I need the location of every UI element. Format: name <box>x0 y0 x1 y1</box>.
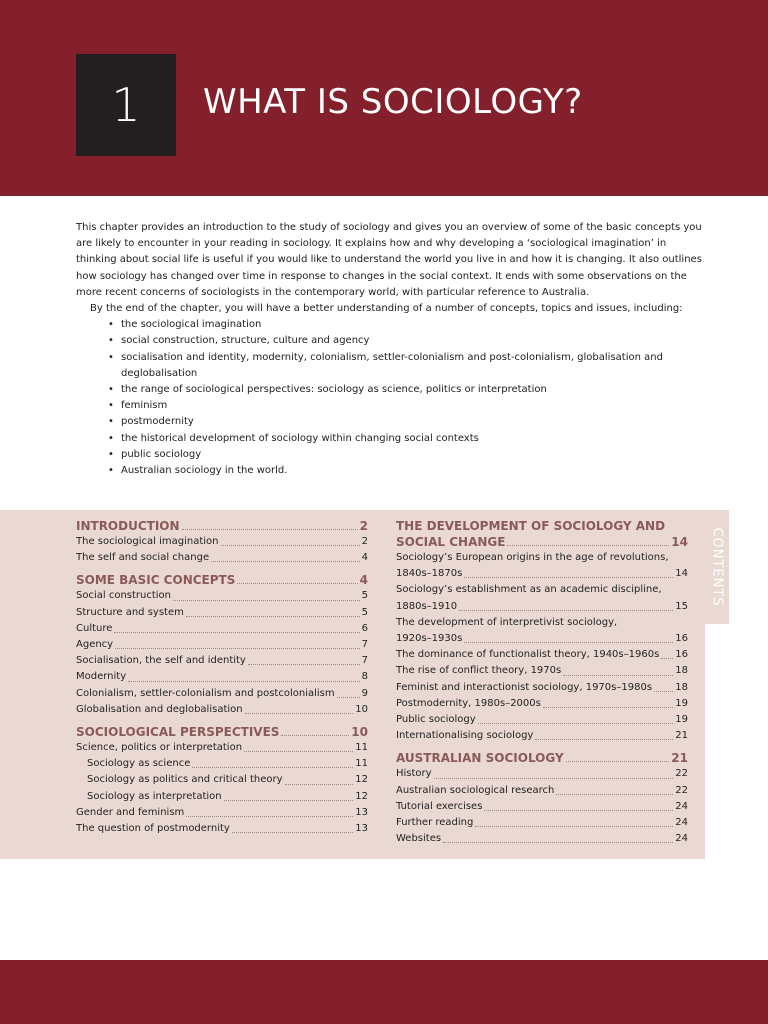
toc-entry-title: Socialisation, the self and identity <box>76 655 246 667</box>
toc-entry[interactable] <box>396 728 688 744</box>
toc-page-number: 16 <box>675 649 688 661</box>
list-item: • public sociology <box>121 447 704 463</box>
toc-entry[interactable] <box>396 815 688 831</box>
toc-entry[interactable] <box>396 783 688 799</box>
toc-entry[interactable] <box>76 588 368 604</box>
toc-entry[interactable] <box>76 550 368 566</box>
dot-leader <box>245 713 354 714</box>
toc-entry[interactable] <box>396 680 688 696</box>
dot-leader <box>248 664 360 665</box>
dot-leader <box>192 767 353 768</box>
dot-leader <box>464 577 673 578</box>
toc-entry[interactable] <box>76 805 368 821</box>
list-item: • Australian sociology in the world. <box>121 463 704 479</box>
toc-entry[interactable] <box>76 686 368 702</box>
toc-page-number: 12 <box>355 790 368 802</box>
toc-entry-title: INTRODUCTION <box>76 519 180 533</box>
dot-leader <box>654 691 673 692</box>
toc-multiline-items <box>396 550 688 647</box>
toc-entry[interactable] <box>396 799 688 815</box>
toc-page-number: 11 <box>355 758 368 770</box>
toc-entry-title: Colonialism, settler-colonialism and postcolonialism <box>76 687 335 699</box>
dot-leader <box>543 707 673 708</box>
dot-leader <box>563 675 673 676</box>
toc-entry-title: SOME BASIC CONCEPTS <box>76 573 236 588</box>
toc-entry-title: Internationalising sociology <box>396 730 534 742</box>
toc-entry-line <box>396 599 688 615</box>
dot-leader <box>221 545 360 546</box>
dot-leader <box>556 794 673 795</box>
dot-leader <box>244 751 353 752</box>
toc-entry-line <box>396 566 688 582</box>
toc-entry[interactable] <box>76 772 368 788</box>
toc-page-number: 19 <box>675 697 688 709</box>
dot-leader <box>114 632 359 633</box>
toc-section-heading[interactable] <box>76 518 368 534</box>
dot-leader <box>128 681 359 682</box>
toc-section-heading[interactable] <box>76 572 368 588</box>
toc-entry-title: The sociological imagination <box>76 536 219 547</box>
footer-band <box>0 960 768 1024</box>
toc-page-number: 13 <box>355 823 368 835</box>
toc-entry-title: Science, politics or interpretation <box>76 742 243 754</box>
dot-leader <box>535 739 673 740</box>
toc-page-number: 10 <box>355 703 368 715</box>
toc-page-number: 24 <box>675 817 688 829</box>
chapter-intro <box>76 220 704 479</box>
toc-entry[interactable] <box>396 712 688 728</box>
list-item: • the range of sociological perspectives: sociology as science, politics or interpretation <box>121 382 704 398</box>
dot-leader <box>464 642 673 643</box>
toc-entry-title: The rise of conflict theory, 1970s <box>396 665 562 677</box>
toc-page-number: 16 <box>675 633 688 645</box>
chapter-title: WHAT IS SOCIOLOGY? <box>203 82 583 122</box>
dot-leader <box>237 583 357 584</box>
dot-leader <box>661 658 673 659</box>
objectives-list <box>76 317 704 479</box>
list-item: • the historical development of sociology within changing social contexts <box>121 431 704 447</box>
intro-paragraph: This chapter provides an introduction to the study of sociology and gives you an overview of some of the basic concepts you are likely to encounter in your reading in sociology. It explains how and why developing a ‘sociological imagination’ in thinking about social life is useful if you would like to understand the world you live in and how it is changing. It also outlines how sociology has changed over time in response to changes in the social context. It ends with some observations on the more recent concerns of sociologists in the contemporary world, with particular reference to Australia. <box>76 222 702 298</box>
toc-entry-title: 1880s–1910 <box>396 600 458 612</box>
dot-leader <box>182 529 358 530</box>
toc-entry-title: Tutorial exercises <box>396 800 483 812</box>
dot-leader <box>186 816 353 817</box>
dot-leader <box>285 784 354 785</box>
list-item: • postmodernity <box>121 414 704 430</box>
contents-right-column <box>396 518 688 847</box>
toc-entry[interactable] <box>76 702 368 718</box>
toc-entry[interactable] <box>396 582 688 614</box>
toc-page-number: 18 <box>675 681 688 693</box>
dot-leader <box>443 842 673 843</box>
toc-page-number: 22 <box>675 768 688 780</box>
toc-entry-title: The dominance of functionalist theory, 1940s–1960s <box>396 649 660 661</box>
toc-page-number: 11 <box>355 742 368 754</box>
toc-page-number: 5 <box>361 590 368 602</box>
dot-leader <box>459 610 673 611</box>
toc-items <box>396 647 688 744</box>
toc-entry[interactable] <box>76 637 368 653</box>
toc-entry-title: Websites <box>396 833 442 845</box>
toc-entry-title: Sociology’s establishment as an academic discipline, <box>396 584 662 596</box>
toc-page-number: 15 <box>675 600 688 612</box>
toc-entry-title: Modernity <box>76 671 127 683</box>
toc-entry[interactable] <box>396 615 688 647</box>
list-item: • social construction, structure, culture and agency <box>121 333 704 349</box>
toc-entry-title: Sociology as science <box>87 758 191 770</box>
toc-entry[interactable] <box>396 663 688 679</box>
toc-entry-title: Feminist and interactionist sociology, 1970s–1980s <box>396 681 653 693</box>
toc-entry[interactable] <box>396 550 688 582</box>
toc-page-number: 8 <box>361 671 368 683</box>
toc-entry[interactable] <box>396 831 688 847</box>
toc-page-number: 14 <box>675 568 688 580</box>
toc-page-number: 9 <box>361 687 368 699</box>
toc-entry[interactable] <box>76 669 368 685</box>
toc-entry-title: Australian sociological research <box>396 784 555 796</box>
list-item: • socialisation and identity, modernity, colonialism, settler-colonialism and post-colonialism, globalisation and deglobalisation <box>121 350 704 382</box>
toc-entry-title: Structure and system <box>76 606 184 618</box>
toc-page-number: 2 <box>361 536 368 547</box>
toc-entry-title: The question of postmodernity <box>76 823 230 835</box>
dot-leader <box>434 778 674 779</box>
dot-leader <box>478 723 674 724</box>
chapter-number-box <box>76 54 176 156</box>
toc-entry-title: Social construction <box>76 590 172 602</box>
toc-entry[interactable] <box>76 621 368 637</box>
dot-leader <box>281 735 349 736</box>
dot-leader <box>115 648 360 649</box>
toc-entry[interactable] <box>76 653 368 669</box>
toc-page-number: 12 <box>355 774 368 786</box>
toc-entry-title: 1920s–1930s <box>396 633 463 645</box>
toc-entry[interactable] <box>396 647 688 663</box>
toc-entry-title: The development of interpretivist sociology, <box>396 616 618 628</box>
toc-entry-title: The self and social change <box>76 552 210 564</box>
toc-entry-title: Globalisation and deglobalisation <box>76 703 243 715</box>
toc-entry-line <box>396 631 688 647</box>
dot-leader <box>484 810 673 811</box>
dot-leader <box>224 800 354 801</box>
dot-leader <box>337 697 360 698</box>
toc-entry-title: History <box>396 768 432 780</box>
toc-page-number: 4 <box>359 573 368 588</box>
toc-entry-title: Sociology as interpretation <box>87 790 222 802</box>
toc-page-number: 7 <box>361 639 368 651</box>
toc-page-number: 18 <box>675 665 688 677</box>
intro-paragraph-objectives: By the end of the chapter, you will have a better understanding of a number of concepts, topics and issues, including: <box>90 303 683 315</box>
contents-tab-label: CONTENTS <box>709 527 725 607</box>
toc-entry-title: Sociology as politics and critical theory <box>87 774 283 786</box>
toc-entry[interactable] <box>396 696 688 712</box>
toc-page-number: 24 <box>675 833 688 845</box>
contents-left-column <box>76 518 368 837</box>
toc-entry-title: Postmodernity, 1980s–2000s <box>396 697 541 709</box>
toc-page-number: 10 <box>351 725 368 740</box>
toc-page-number: 19 <box>675 714 688 726</box>
toc-page-number: 5 <box>361 606 368 618</box>
chapter-number: 1 <box>111 78 141 132</box>
contents-tab <box>705 510 729 624</box>
dot-leader <box>211 561 360 562</box>
dot-leader <box>475 826 673 827</box>
toc-entry-title: Further reading <box>396 817 474 829</box>
toc-entry-title: 1840s–1870s <box>396 568 463 580</box>
toc-page-number: 4 <box>361 552 368 564</box>
toc-page-number: 6 <box>361 622 368 634</box>
header-band <box>0 0 768 196</box>
dot-leader <box>173 600 360 601</box>
toc-section-heading[interactable]: AUSTRALIAN SOCIOLOGY 21 <box>396 751 688 766</box>
toc-entry[interactable] <box>76 821 368 837</box>
toc-page-number: 21 <box>675 730 688 742</box>
toc-entry[interactable] <box>76 756 368 772</box>
list-item: • feminism <box>121 398 704 414</box>
toc-entry[interactable] <box>76 789 368 805</box>
toc-section-heading[interactable] <box>76 724 368 740</box>
toc-entry[interactable] <box>396 766 688 782</box>
toc-entry-title: Public sociology <box>396 714 476 726</box>
dot-leader <box>186 616 360 617</box>
toc-entry[interactable] <box>76 740 368 756</box>
dot-leader <box>232 832 353 833</box>
toc-items <box>396 766 688 847</box>
toc-section-heading[interactable]: THE DEVELOPMENT OF SOCIOLOGY AND SOCIAL CHANGE 14 <box>396 519 688 549</box>
toc-page-number: 24 <box>675 800 688 812</box>
toc-entry[interactable] <box>76 534 368 550</box>
toc-entry[interactable] <box>76 605 368 621</box>
toc-page-number: 2 <box>359 519 368 533</box>
toc-entry-title: SOCIOLOGICAL PERSPECTIVES <box>76 725 280 740</box>
toc-entry-title: Agency <box>76 639 114 651</box>
toc-page-number: 22 <box>675 784 688 796</box>
toc-entry-title: Culture <box>76 622 113 634</box>
toc-entry-title: Gender and feminism <box>76 806 185 818</box>
toc-page-number: 13 <box>355 806 368 818</box>
toc-entry-title: Sociology’s European origins in the age of revolutions, <box>396 552 669 563</box>
list-item: • the sociological imagination <box>121 317 704 333</box>
toc-page-number: 7 <box>361 655 368 667</box>
